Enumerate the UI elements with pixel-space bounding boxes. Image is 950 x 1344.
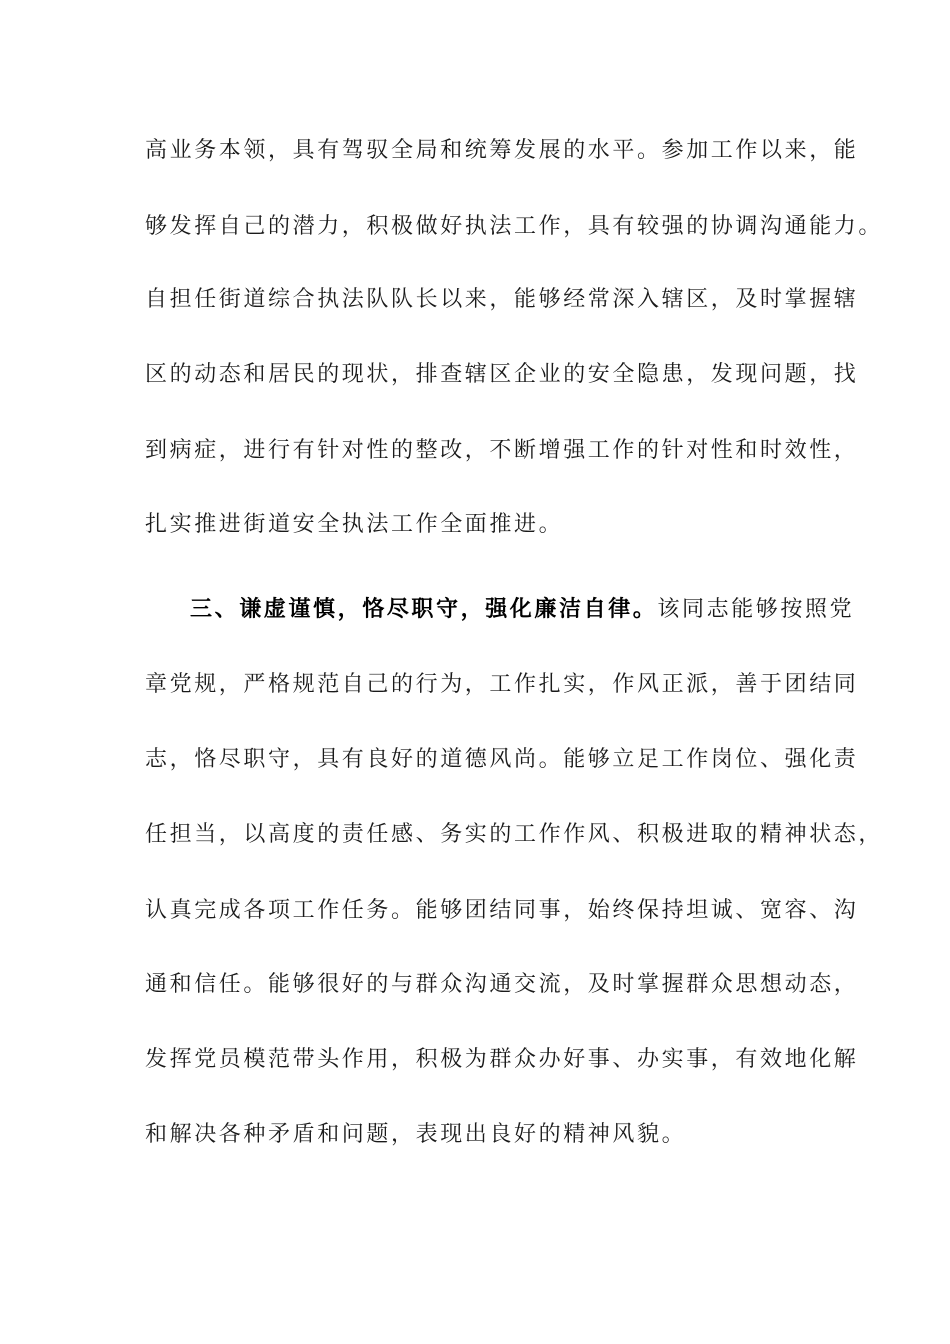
paragraph-line: 高业务本领，具有驾驭全局和统筹发展的水平。参加工作以来，能: [145, 138, 859, 163]
paragraph-line: 认真完成各项工作任务。能够团结同事，始终保持坦诚、宽容、沟: [145, 898, 859, 923]
paragraph-line: 和解决各种矛盾和问题，表现出良好的精神风貌。: [145, 1122, 687, 1147]
paragraph-line: 志，恪尽职守，具有良好的道德风尚。能够立足工作岗位、强化责: [145, 747, 859, 772]
paragraph-line: 区的动态和居民的现状，排查辖区企业的安全隐患，发现问题，找: [145, 362, 859, 387]
paragraph-line: 扎实推进街道安全执法工作全面推进。: [145, 512, 564, 537]
paragraph-line: 够发挥自己的潜力，积极做好执法工作，具有较强的协调沟通能力。: [145, 214, 884, 239]
section-3-heading: 三、谦虚谨慎，恪尽职守，强化廉洁自律。: [190, 597, 658, 622]
paragraph-line: 自担任街道综合执法队队长以来，能够经常深入辖区，及时掌握辖: [145, 287, 859, 312]
paragraph-line: 任担当，以高度的责任感、务实的工作作风、积极进取的精神状态，: [145, 822, 884, 847]
paragraph-line: 到病症，进行有针对性的整改，不断增强工作的针对性和时效性，: [145, 438, 859, 463]
paragraph-line: 通和信任。能够很好的与群众沟通交流，及时掌握群众思想动态，: [145, 972, 859, 997]
section-3-first-line-text: 该同志能够按照党: [657, 597, 855, 622]
section-3-first-line: [190, 595, 854, 625]
paragraph-line: 发挥党员模范带头作用，积极为群众办好事、办实事，有效地化解: [145, 1047, 859, 1072]
paragraph-line: 章党规，严格规范自己的行为，工作扎实，作风正派，善于团结同: [145, 672, 859, 697]
